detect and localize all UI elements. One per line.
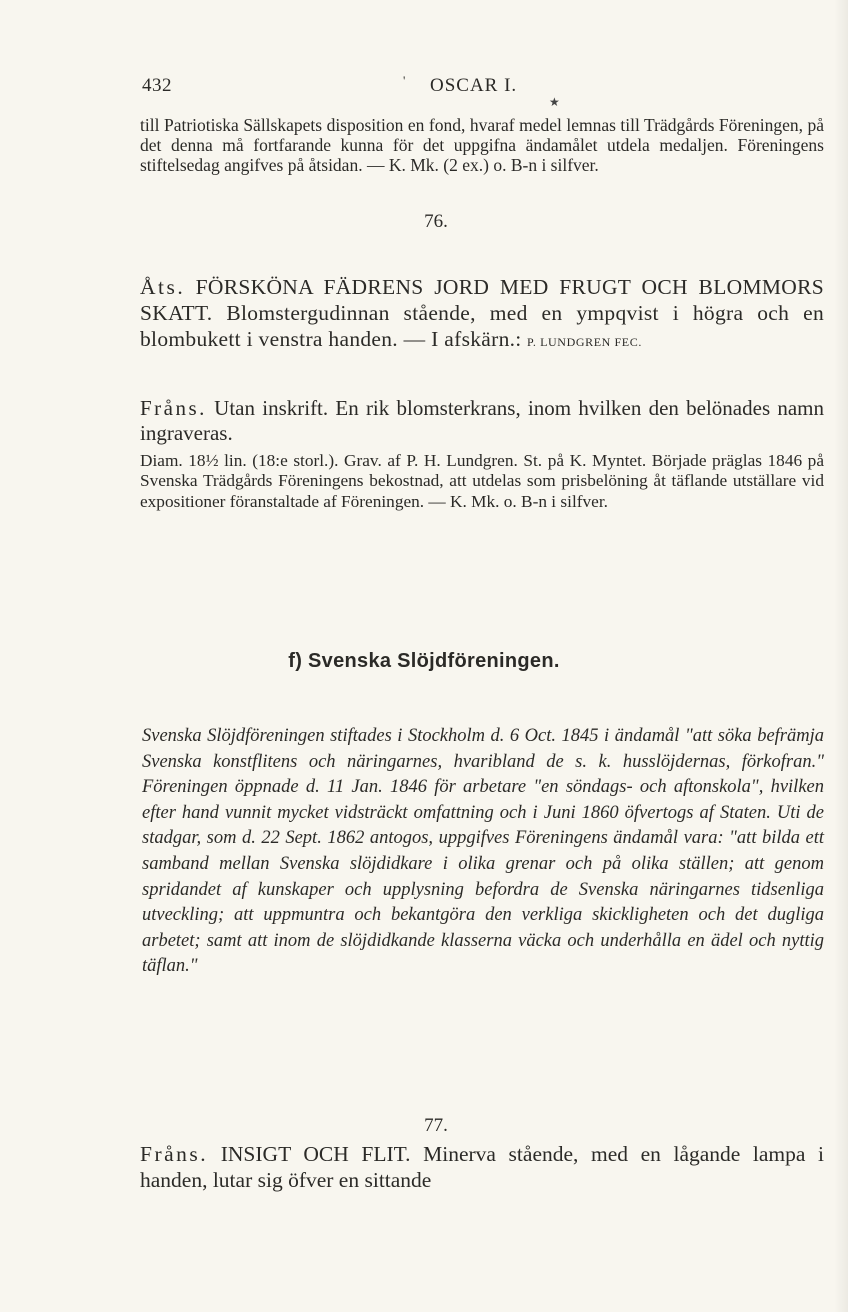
obverse-description: FÖRSKÖNA FÄDRENS JORD MED FRUGT OCH BLOMMORS SKATT. Blomstergudinnan stående, med en ympqvist i högra och en blombukett i venstra handen. — I afskärn.: [140, 275, 825, 351]
page-header [142, 73, 822, 109]
stray-tick-mark: ' [403, 73, 406, 88]
reverse-label: Fråns. [140, 396, 207, 420]
section-heading: f) Svenska Slöjdföreningen. [288, 650, 560, 672]
continuation-paragraph: till Patriotiska Sällskapets disposition en fond, hvaraf medel lemnas till Trädgårds Föreningen, på det denna må fortfarande kunna för det uppgifna ändamålet utdela medaljen. Föreningens stiftelsedag angifves på åtsidan. — K. Mk. (2 ex.) o. B-n i silfver. [140, 115, 824, 175]
item-76-reverse [140, 396, 824, 446]
running-head: OSCAR I. [430, 75, 518, 96]
item-77-reverse [140, 1141, 824, 1193]
section-intro-paragraph: Svenska Slöjdföreningen stiftades i Stockholm d. 6 Oct. 1845 i ändamål "att söka befrämja Svenska konstflitens och näringarnes, hvaribland de s. k. husslöjdernas, förkofran." Föreningen öppnade d. 11 Jan. 1846 för arbetare "en söndags- och aftonskola", hvilken efter hand vunnit mycket vidsträckt omfattning och i Juni 1860 öfvertogs af Staten. Uti de stadgar, som d. 22 Sept. 1862 antogos, uppgifves Föreningens ändamål vara: "att bilda ett samband mellan Svenska slöjdidkare i olika grenar och på olika ställen; att genom spridandet af kunskaper och upplysning befordra de Svenska näringarnes tidsenliga utveckling; att uppmuntra och bekantgöra den verkliga skickligheten och det dugliga arbetet; samt att inom de slöjdidkande klasserna väcka och underhålla en ädel och nyttig täflan." [142, 726, 824, 977]
page-number: 432 [142, 75, 172, 96]
engraver-signature: P. LUNDGREN FEC. [526, 335, 642, 349]
item-76-details: Diam. 18½ lin. (18:e storl.). Grav. af P. H. Lundgren. St. på K. Myntet. Började präglas 1846 på Svenska Trädgårds Föreningens bekostnad, att utdelas som prisbelöning åt täflande utställare vid expositioner föranstaltade af Föreningen. — K. Mk. o. B-n i silfver. [140, 451, 824, 511]
obverse-label: Åts. [140, 275, 186, 299]
reverse-description-77: INSIGT OCH FLIT. Minerva stående, med en lågande lampa i handen, lutar sig öfver en sittande [140, 1142, 824, 1192]
item-number-77: 77. [424, 1115, 448, 1136]
star-icon: ★ [549, 95, 561, 109]
reverse-description: Utan inskrift. En rik blomsterkrans, inom hvilken den belönades namn ingraveras. [140, 396, 825, 445]
item-76-obverse [140, 274, 824, 355]
item-number-76: 76. [424, 211, 448, 232]
reverse-label-77: Fråns. [140, 1142, 209, 1166]
